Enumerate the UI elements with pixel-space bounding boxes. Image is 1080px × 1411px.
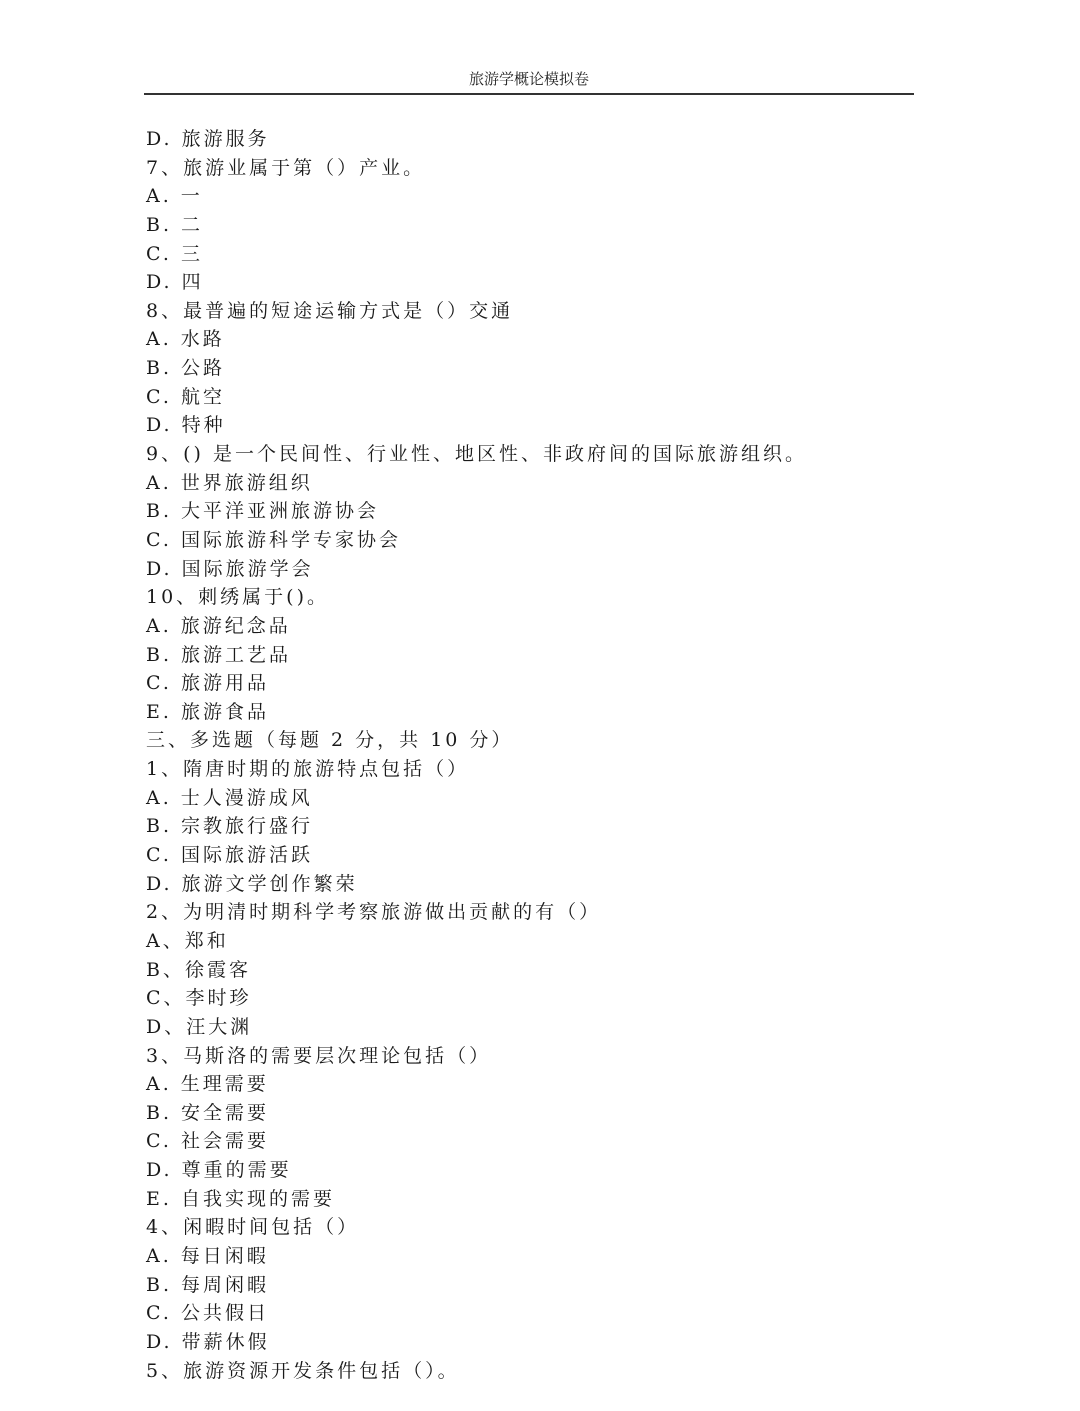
- option-line: A、郑和: [146, 929, 229, 952]
- option-line: B. 大平洋亚洲旅游协会: [146, 500, 380, 523]
- option-line: E. 旅游食品: [146, 700, 269, 723]
- question-line: 3、马斯洛的需要层次理论包括（）: [146, 1044, 492, 1067]
- question-line: 5、旅游资源开发条件包括（）。: [146, 1359, 460, 1382]
- option-line: C. 公共假日: [146, 1302, 269, 1325]
- option-line: D. 国际旅游学会: [146, 557, 314, 580]
- option-line: C、李时珍: [146, 987, 252, 1010]
- option-line: A. 水路: [146, 328, 225, 351]
- option-line: A. 每日闲暇: [146, 1244, 269, 1267]
- question-line: 7、旅游业属于第（）产业。: [146, 156, 426, 179]
- option-line: D. 特种: [146, 414, 226, 437]
- option-line: C. 旅游用品: [146, 672, 269, 695]
- section-heading: 三、多选题（每题 2 分，共 10 分）: [146, 729, 514, 752]
- option-line: C. 三: [146, 242, 203, 265]
- option-line: B. 旅游工艺品: [146, 643, 292, 666]
- option-line: A. 世界旅游组织: [146, 471, 313, 494]
- header-divider: [144, 93, 914, 95]
- option-line: B. 宗教旅行盛行: [146, 815, 314, 838]
- question-line: 10、刺绣属于()。: [146, 586, 330, 609]
- option-line: B. 安全需要: [146, 1101, 270, 1124]
- option-line: A. 士人漫游成风: [146, 786, 313, 809]
- page-header-title: 旅游学概论模拟卷: [468, 70, 589, 88]
- option-line: C. 国际旅游科学专家协会: [146, 528, 401, 551]
- option-line: C. 社会需要: [146, 1130, 269, 1153]
- option-line: A. 生理需要: [146, 1073, 269, 1096]
- option-line: C. 国际旅游活跃: [146, 844, 313, 867]
- option-line: D. 四: [146, 271, 204, 294]
- option-line: D、汪大渊: [146, 1015, 253, 1038]
- option-line: B. 公路: [146, 357, 226, 380]
- question-line: 4、闲暇时间包括（）: [146, 1216, 360, 1239]
- option-line: C. 航空: [146, 385, 225, 408]
- option-line: B. 二: [146, 213, 204, 236]
- option-line: A. 旅游纪念品: [146, 614, 291, 637]
- option-line: A. 一: [146, 185, 203, 208]
- option-line: D. 旅游服务: [146, 128, 270, 150]
- option-line: B、徐霞客: [146, 958, 251, 981]
- question-line: 9、() 是一个民间性、行业性、地区性、非政府间的国际旅游组织。: [146, 443, 807, 466]
- option-line: D. 带薪休假: [146, 1330, 270, 1353]
- question-line: 2、为明清时期科学考察旅游做出贡献的有（）: [146, 901, 602, 924]
- option-line: D. 旅游文学创作繁荣: [146, 872, 358, 895]
- question-line: 1、隋唐时期的旅游特点包括（）: [146, 758, 470, 781]
- option-line: E. 自我实现的需要: [146, 1187, 335, 1210]
- exam-content: [146, 125, 926, 1385]
- option-line: D. 尊重的需要: [146, 1159, 292, 1182]
- option-line: B. 每周闲暇: [146, 1273, 270, 1296]
- question-line: 8、最普遍的短途运输方式是（）交通: [146, 299, 514, 322]
